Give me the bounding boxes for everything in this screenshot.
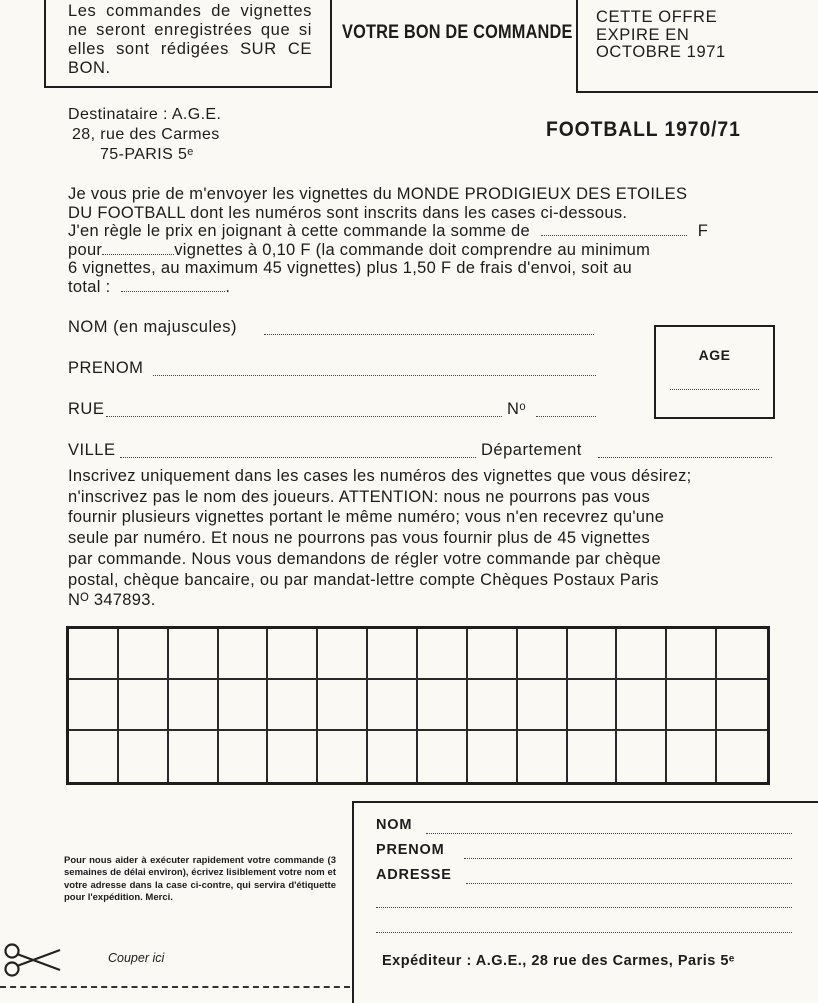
sticker-number-cell[interactable] [617, 731, 667, 782]
sticker-number-cell[interactable] [69, 680, 119, 731]
intro-line-4-start: pour [68, 240, 103, 259]
sticker-number-cell[interactable] [418, 680, 468, 731]
sticker-number-cell[interactable] [717, 629, 767, 680]
sticker-number-cell[interactable] [69, 731, 119, 782]
sticker-number-grid [66, 626, 770, 785]
ville-label: VILLE [68, 441, 116, 459]
sticker-number-cell[interactable] [368, 629, 418, 680]
sticker-number-cell[interactable] [368, 731, 418, 782]
sticker-number-cell[interactable] [717, 680, 767, 731]
recipient-address [68, 105, 221, 165]
sticker-number-cell[interactable] [169, 629, 219, 680]
label-prenom: PRENOM [376, 842, 445, 858]
label-prenom-field[interactable] [464, 846, 792, 859]
scissors-icon [2, 940, 64, 985]
edition-title: FOOTBALL 1970/71 [546, 118, 741, 141]
order-notice-text: Les commandes de vignettes ne seront enregistrées que si elles sont rédigées SUR CE BON. [68, 2, 312, 77]
intro-line-6-end: . [225, 277, 231, 296]
sticker-number-cell[interactable] [268, 731, 318, 782]
sticker-number-cell[interactable] [617, 629, 667, 680]
sticker-number-cell[interactable] [219, 731, 269, 782]
nom-label: NOM (en majuscules) [68, 318, 238, 336]
sticker-number-cell[interactable] [568, 629, 618, 680]
departement-label: Département [481, 441, 582, 459]
sticker-number-cell[interactable] [568, 731, 618, 782]
sticker-number-cell[interactable] [368, 680, 418, 731]
sticker-number-cell[interactable] [667, 680, 717, 731]
amount-field[interactable] [541, 223, 687, 236]
sticker-number-cell[interactable] [518, 680, 568, 731]
quantity-field[interactable] [102, 242, 174, 255]
label-nom-field[interactable] [426, 821, 792, 834]
label-adresse: ADRESSE [376, 867, 452, 883]
order-form-title: VOTRE BON DE COMMANDE [342, 22, 573, 43]
intro-line-4 [68, 241, 774, 260]
intro-line-3-text: J'en règle le prix en joignant à cette commande la somme de [68, 222, 531, 240]
sticker-number-cell[interactable] [69, 629, 119, 680]
recipient-line-1: Destinataire : A.G.E. [68, 106, 222, 123]
currency-label: F [697, 222, 709, 240]
sticker-number-cell[interactable] [169, 680, 219, 731]
sticker-number-cell[interactable] [219, 629, 269, 680]
sticker-number-cell[interactable] [268, 629, 318, 680]
sticker-number-cell[interactable] [468, 629, 518, 680]
sticker-number-cell[interactable] [169, 731, 219, 782]
recipient-line-2: 28, rue des Carmes [72, 126, 220, 143]
age-box [654, 325, 775, 419]
intro-line-6 [68, 278, 774, 297]
prenom-field[interactable] [153, 363, 596, 376]
sticker-number-cell[interactable] [717, 731, 767, 782]
departement-field[interactable] [598, 445, 772, 458]
order-notice-box [44, 0, 332, 88]
sticker-number-cell[interactable] [468, 680, 518, 731]
age-field[interactable] [670, 389, 759, 390]
label-adresse-line-3[interactable] [376, 920, 792, 933]
intro-line-1: Je vous prie de m'envoyer les vignettes du MONDE PRODIGIEUX DES ETOILES [68, 185, 688, 203]
recipient-line-3: 75-PARIS 5ᵉ [100, 146, 194, 163]
sticker-number-cell[interactable] [219, 680, 269, 731]
instruction-line: fournir plusieurs vignettes portant le même numéro; vous n'en recevrez qu'une [68, 508, 665, 527]
age-label: AGE [698, 347, 731, 363]
sticker-number-cell[interactable] [418, 629, 468, 680]
offer-expiry-box [576, 0, 818, 93]
intro-line-6-text: total : [68, 277, 111, 296]
sticker-number-cell[interactable] [318, 680, 368, 731]
help-note: Pour nous aider à exécuter rapidement votre commande (3 semaines de délai environ), écrivez lisiblement votre nom et votre adresse dans la case ci-contre, qui servira d'étiquette pour l'expédition. Merci. [64, 855, 336, 904]
instruction-line: Inscrivez uniquement dans les cases les numéros des vignettes que vous désirez; [68, 467, 692, 485]
sticker-number-cell[interactable] [667, 731, 717, 782]
instruction-line: seule par numéro. Et nous ne pourrons pas vous fournir plus de 45 vignettes [68, 529, 651, 548]
sticker-number-cell[interactable] [119, 731, 169, 782]
sticker-number-cell[interactable] [667, 629, 717, 680]
sticker-number-cell[interactable] [119, 680, 169, 731]
instruction-line: par commande. Nous vous demandons de régler votre commande par chèque [68, 549, 662, 568]
label-adresse-field[interactable] [466, 871, 792, 884]
intro-line-4-text: vignettes à 0,10 F (la commande doit comprendre au minimum [174, 240, 651, 259]
cut-here-label: Couper ici [108, 951, 165, 965]
sticker-number-cell[interactable] [468, 731, 518, 782]
label-nom: NOM [376, 817, 413, 833]
intro-line-2: DU FOOTBALL dont les numéros sont inscrits dans les cases ci-dessous. [68, 203, 628, 222]
intro-line-5: 6 vignettes, au maximum 45 vignettes) plus 1,50 F de frais d'envoi, soit au [68, 259, 633, 277]
instruction-line: n'inscrivez pas le nom des joueurs. ATTENTION: nous ne pourrons pas vous [68, 487, 651, 506]
numero-label: Nᵒ [507, 400, 527, 418]
rue-field[interactable] [106, 404, 502, 417]
prenom-label: PRENOM [68, 359, 144, 377]
sticker-number-cell[interactable] [119, 629, 169, 680]
numero-field[interactable] [536, 404, 596, 417]
instruction-line: Nᴼ 347893. [68, 591, 156, 610]
rue-label: RUE [68, 400, 105, 418]
label-adresse-line-2[interactable] [376, 895, 792, 908]
sticker-number-cell[interactable] [318, 629, 368, 680]
mailing-label-box [352, 801, 818, 1003]
sticker-number-cell[interactable] [318, 731, 368, 782]
offer-expiry-text: CETTE OFFRE EXPIRE EN OCTOBRE 1971 [596, 8, 726, 61]
intro-line-3 [68, 222, 774, 241]
ville-field[interactable] [120, 445, 476, 458]
cut-line [0, 986, 350, 988]
sticker-number-cell[interactable] [518, 731, 568, 782]
sticker-number-cell[interactable] [268, 680, 318, 731]
instructions-paragraph [68, 466, 774, 611]
total-field[interactable] [121, 279, 225, 292]
sticker-number-cell[interactable] [568, 680, 618, 731]
sticker-number-cell[interactable] [418, 731, 468, 782]
sticker-number-cell[interactable] [617, 680, 667, 731]
instruction-line: postal, chèque bancaire, ou par mandat-lettre compte Chèques Postaux Paris [68, 570, 659, 589]
nom-field[interactable] [264, 322, 594, 335]
sender-address: Expéditeur : A.G.E., 28 rue des Carmes, Paris 5ᵉ [382, 953, 735, 969]
order-request-paragraph [68, 185, 774, 296]
sticker-number-cell[interactable] [518, 629, 568, 680]
